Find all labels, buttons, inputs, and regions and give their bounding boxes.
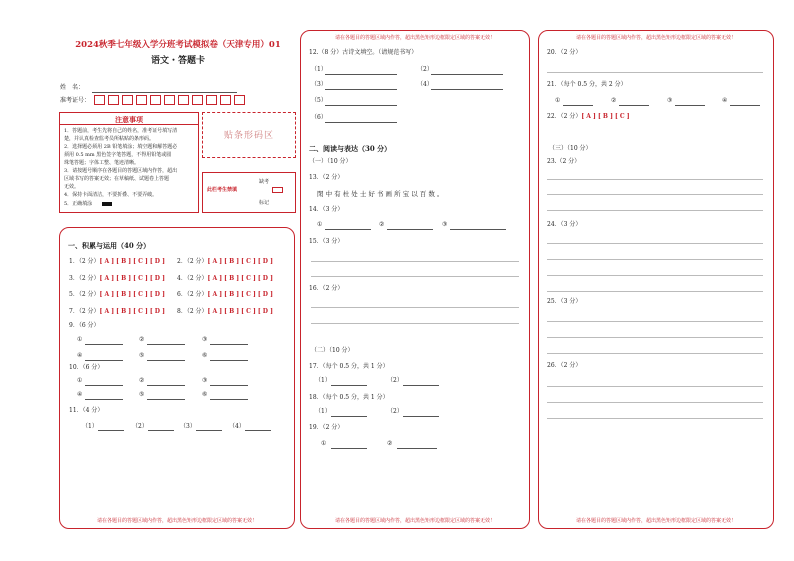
mc-q7-options[interactable]: [ A ] [ B ] [ C ] [ D ] [99,308,165,315]
q9-blank-3: ③ [202,336,208,343]
mc-q8: 8．（2 分） [177,308,208,315]
notice-item: 4．保持卡面清洁，不要折叠、不要弄破。 [64,192,158,198]
q9-label: 9．（6 分） [69,322,100,329]
q12-blank-4: （4） [417,81,433,88]
q21-label: 21．（每个 0.5 分，共 2 分） [547,81,627,88]
q17-blank-1: （1） [315,377,331,384]
q12-blank-3: （3） [311,81,327,88]
q18-label: 18．（每个 0.5 分，共 1 分） [309,394,389,401]
name-field[interactable] [92,92,237,93]
notice-item: 区域书写的答案无效；在草稿纸、试题卷上答题 [64,176,170,182]
q10-label: 10．（6 分） [69,364,104,371]
q12-blank-5: （5） [311,97,327,104]
right-warning-top: 请在各题目的答题区域内作答，超出黑色矩形边框限定区域的答案无效！ [575,35,736,41]
middle-box [300,30,530,529]
middle-warning-bottom: 请在各题目的答题区域内作答，超出黑色矩形边框限定区域的答案无效！ [334,518,495,524]
q18-blank-1: （1） [315,408,331,415]
section1-box [59,227,295,529]
q11-blank-4: （4） [229,423,245,430]
q10-blank-6: ⑥ [202,391,208,398]
sub3-label: （三）（10 分） [549,145,592,152]
q19-blank-2: ② [387,440,393,447]
section1-title: 一、积累与运用（40 分） [68,241,151,250]
absent-label: 缺考 [259,179,270,185]
q19-label: 19．（2 分） [309,424,344,431]
q12-blank-1: （1） [311,66,327,73]
q11-blank-1: （1） [82,423,98,430]
q17-label: 17．（每个 0.5 分，共 1 分） [309,363,389,370]
sub2-label: （二）（10 分） [311,347,354,354]
q14-blank-1: ① [317,221,323,228]
q13-text: 閑 中 有 杜 处 士 好 书 画 所 宝 以 百 数 。 [317,190,444,198]
notice-item: 珠笔答题；字体工整、笔迹清晰。 [64,160,140,166]
notice-item: 2．选择题必须用 2B 铅笔填涂；填空题和解答题必 [64,144,178,150]
q9-blank-5: ⑤ [139,352,145,359]
q15-label: 15．（3 分） [309,238,344,245]
q25-label: 25．（3 分） [547,298,582,305]
barcode-area [202,112,296,158]
q9-blank-6: ⑥ [202,352,208,359]
right-box [538,30,774,529]
section2-title: 二、阅读与表达（30 分） [309,144,392,153]
exam-title: 2024秋季七年级入学分班考试模拟卷（天津专用）01 [75,40,281,50]
mc-q7: 7．（2 分） [69,308,100,315]
q9-blank-2: ② [139,336,145,343]
q11-blank-2: （2） [132,423,148,430]
notice-item: 无效。 [64,184,80,190]
barcode-label: 贴条形码区 [223,131,274,141]
mc-q1: 1．（2 分） [69,258,100,265]
notice-item: 1．答题前，考生先将自己的姓名，准考证号填写清 [64,128,178,134]
q19-blank-1: ① [321,440,327,447]
q9-blank-4: ④ [77,352,83,359]
notice-title: 注意事项 [115,115,143,124]
forbid-label: 此栏考生禁填 [207,187,238,193]
name-label: 姓 名： [60,84,85,91]
left-warning: 请在各题目的答题区域内作答，超出黑色矩形边框限定区域的答案无效！ [96,518,257,524]
q20-label: 20．（2 分） [547,49,582,56]
q14-blank-3: ③ [442,221,448,228]
q22-options[interactable]: [ A ] [ B ] [ C ] [581,113,630,120]
middle-warning-top: 请在各题目的答题区域内作答，超出黑色矩形边框限定区域的答案无效！ [334,35,495,41]
q16-label: 16．（2 分） [309,285,344,292]
mc-q6: 6．（2 分） [177,291,208,298]
mc-q8-options[interactable]: [ A ] [ B ] [ C ] [ D ] [207,308,273,315]
q13-label: 13．（2 分） [309,174,344,181]
q24-label: 24．（3 分） [547,221,582,228]
q12-blank-6: （6） [311,114,327,121]
mc-q5-options[interactable]: [ A ] [ B ] [ C ] [ D ] [99,291,165,298]
q14-label: 14．（3 分） [309,206,344,213]
q9-blank-1: ① [77,336,83,343]
exam-id-label: 准考证号： [60,97,91,104]
sub1-label: （一）（10 分） [309,158,352,165]
q21-blank-2: ② [611,97,617,104]
mark-label: 标记 [259,200,270,206]
q21-blank-3: ③ [667,97,673,104]
q22-label: 22．（2 分） [547,113,582,120]
q23-label: 23.（2 分） [547,158,581,165]
q10-blank-1: ① [77,377,83,384]
q21-blank-4: ④ [722,97,728,104]
q17-blank-2: （2） [387,377,403,384]
q14-blank-2: ② [379,221,385,228]
mc-q6-options[interactable]: [ A ] [ B ] [ C ] [ D ] [207,291,273,298]
q12-label: 12.（8 分）古诗文填空。（请规范书写） [309,49,418,56]
q21-blank-1: ① [555,97,561,104]
mc-q2-options[interactable]: [ A ] [ B ] [ C ] [ D ] [207,258,273,265]
notice-item: 3．请按题号顺序在各题目的答题区域内作答，超出 [64,168,178,174]
q11-blank-3: （3） [180,423,196,430]
q12-blank-2: （2） [417,66,433,73]
filled-sample [102,202,112,206]
q10-blank-5: ⑤ [139,391,145,398]
q10-blank-4: ④ [77,391,83,398]
mc-q3: 3．（2 分） [69,275,100,282]
right-warning-bottom: 请在各题目的答题区域内作答，超出黑色矩形边框限定区域的答案无效！ [575,518,736,524]
notice-item: 5．正确填涂 [64,201,93,207]
q10-blank-2: ② [139,377,145,384]
notice-item: 楚，并认真检查监考员所粘贴的条形码。 [64,136,155,142]
exam-subtitle: 语文・答题卡 [150,56,205,66]
mc-q4-options[interactable]: [ A ] [ B ] [ C ] [ D ] [207,275,273,282]
notice-item: 须用 0.5 mm 黑色签字笔答题，不得用铅笔或圆 [64,152,172,158]
mc-q1-options[interactable]: [ A ] [ B ] [ C ] [ D ] [99,258,165,265]
q18-blank-2: （2） [387,408,403,415]
absent-box [202,172,296,213]
notice-box [59,112,199,213]
absent-checkbox[interactable] [272,187,283,193]
mc-q4: 4．（2 分） [177,275,208,282]
q26-label: 26．（2 分） [547,362,582,369]
q10-blank-3: ③ [202,377,208,384]
mc-q2: 2．（2 分） [177,258,208,265]
mc-q3-options[interactable]: [ A ] [ B ] [ C ] [ D ] [99,275,165,282]
q11-label: 11．（4 分） [69,407,104,414]
mc-q5: 5．（2 分） [69,291,100,298]
